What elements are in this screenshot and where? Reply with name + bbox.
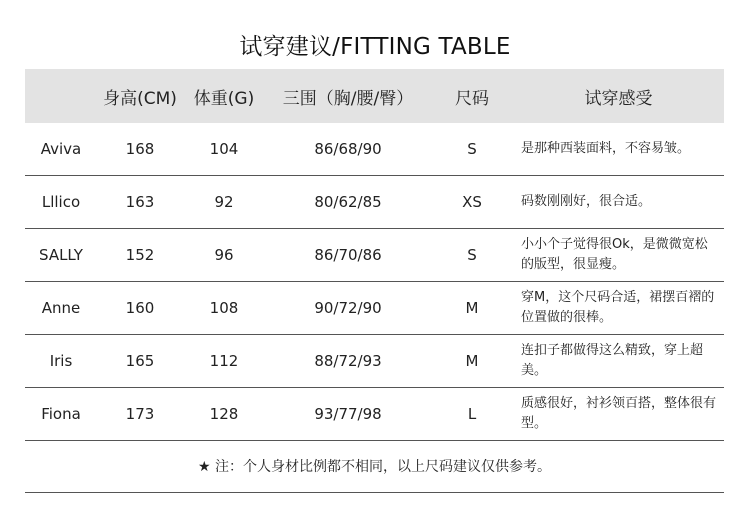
table-row bbox=[25, 123, 724, 176]
table-row bbox=[25, 388, 724, 441]
cell-height: 168 bbox=[97, 123, 183, 176]
cell-measurements: 90/72/90 bbox=[265, 282, 431, 335]
cell-feel: 质感很好，衬衫领百搭，整体很有型。 bbox=[513, 388, 724, 441]
cell-measurements: 93/77/98 bbox=[265, 388, 431, 441]
cell-feel: 小小个子觉得很Ok，是微微宽松的版型，很显瘦。 bbox=[513, 229, 724, 282]
cell-feel: 连扣子都做得这么精致，穿上超美。 bbox=[513, 335, 724, 388]
cell-size: S bbox=[431, 229, 513, 282]
cell-measurements: 86/68/90 bbox=[265, 123, 431, 176]
footnote: ★ 注：个人身材比例都不相同，以上尺码建议仅供参考。 bbox=[25, 442, 724, 493]
cell-weight: 92 bbox=[183, 176, 265, 229]
cell-size: S bbox=[431, 123, 513, 176]
cell-weight: 104 bbox=[183, 123, 265, 176]
page-title: 试穿建议/FITTING TABLE bbox=[239, 34, 511, 60]
cell-name: Lllico bbox=[25, 176, 97, 229]
header-height: 身高(CM) bbox=[97, 69, 183, 123]
cell-size: M bbox=[431, 282, 513, 335]
cell-measurements: 80/62/85 bbox=[265, 176, 431, 229]
header-feel: 试穿感受 bbox=[513, 69, 724, 123]
header-measurements: 三围（胸/腰/臀） bbox=[265, 69, 431, 123]
cell-weight: 112 bbox=[183, 335, 265, 388]
cell-height: 152 bbox=[97, 229, 183, 282]
table-row bbox=[25, 229, 724, 282]
cell-name: Iris bbox=[25, 335, 97, 388]
cell-height: 165 bbox=[97, 335, 183, 388]
cell-size: XS bbox=[431, 176, 513, 229]
cell-name: Anne bbox=[25, 282, 97, 335]
table-row bbox=[25, 335, 724, 388]
cell-size: L bbox=[431, 388, 513, 441]
cell-height: 163 bbox=[97, 176, 183, 229]
header-row bbox=[25, 69, 724, 123]
cell-name: Fiona bbox=[25, 388, 97, 441]
cell-measurements: 88/72/93 bbox=[265, 335, 431, 388]
header-name bbox=[25, 69, 97, 123]
cell-name: SALLY bbox=[25, 229, 97, 282]
header-size: 尺码 bbox=[431, 69, 513, 123]
header-weight: 体重(G) bbox=[183, 69, 265, 123]
cell-feel: 码数刚刚好，很合适。 bbox=[513, 176, 724, 229]
cell-weight: 96 bbox=[183, 229, 265, 282]
cell-size: M bbox=[431, 335, 513, 388]
cell-measurements: 86/70/86 bbox=[265, 229, 431, 282]
cell-feel: 穿M，这个尺码合适，裙摆百褶的位置做的很棒。 bbox=[513, 282, 724, 335]
cell-weight: 128 bbox=[183, 388, 265, 441]
cell-name: Aviva bbox=[25, 123, 97, 176]
fitting-table bbox=[25, 69, 724, 441]
cell-height: 173 bbox=[97, 388, 183, 441]
cell-feel: 是那种西装面料，不容易皱。 bbox=[513, 123, 724, 176]
table-row bbox=[25, 176, 724, 229]
table-row bbox=[25, 282, 724, 335]
cell-weight: 108 bbox=[183, 282, 265, 335]
cell-height: 160 bbox=[97, 282, 183, 335]
